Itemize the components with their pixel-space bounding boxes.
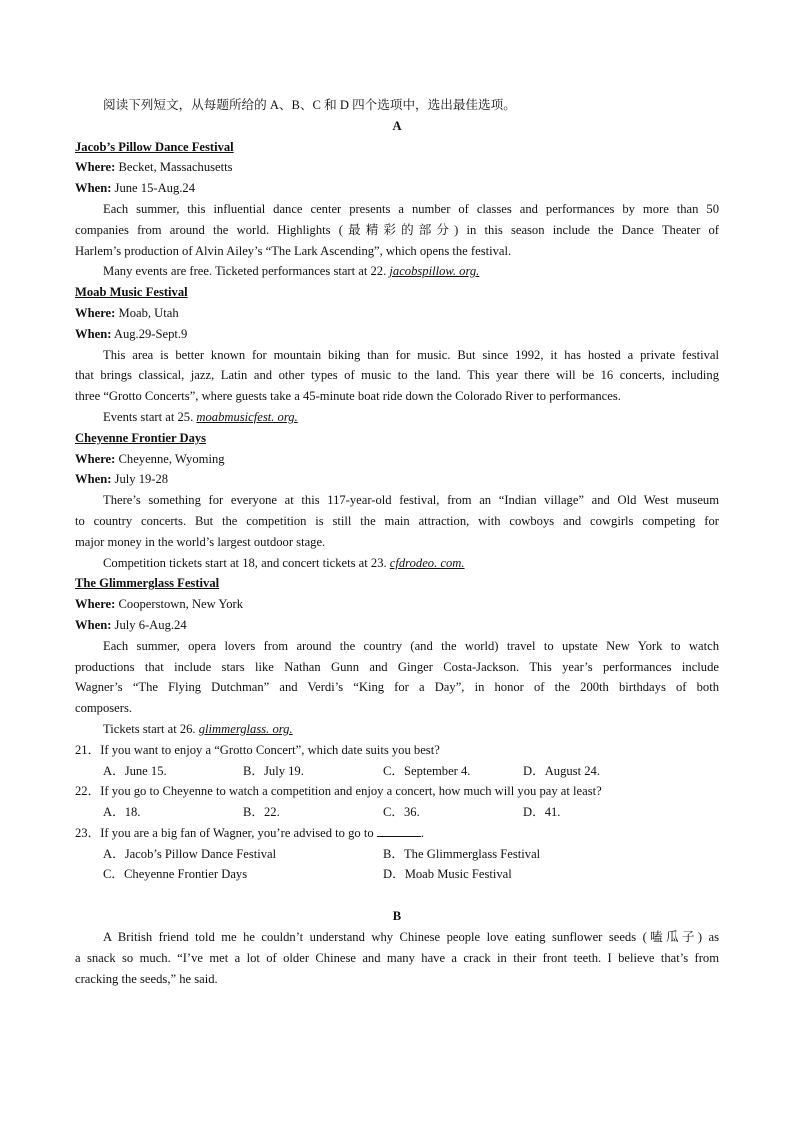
festival-title: Moab Music Festival: [75, 285, 188, 300]
festival-where: [75, 594, 719, 615]
option-a[interactable]: A．18.: [103, 805, 141, 820]
instruction: 阅读下列短文，从每题所给的 A、B、C 和 D 四个选项中，选出最佳选项。: [103, 98, 516, 112]
section-a-label: A: [392, 118, 402, 133]
where-value: Moab, Utah: [118, 305, 179, 320]
price-text: Competition tickets start at 18, and concert tickets at 23.: [103, 555, 387, 570]
festival-where: [75, 157, 719, 178]
festival-paragraph-line: that brings classical, jazz, Latin and other types of music to the land. This year there will be 16 concerts, including: [75, 368, 719, 383]
question-stem-end: .: [420, 825, 424, 840]
section-b-paragraph: [75, 927, 719, 989]
options-row: [75, 802, 719, 823]
where-label: Where:: [75, 451, 116, 466]
where-label: Where:: [75, 597, 116, 612]
option-c[interactable]: C．Cheyenne Frontier Days: [103, 867, 248, 882]
option-b[interactable]: B．July 19.: [243, 763, 304, 778]
price-text: Many events are free. Ticketed performances start at 22.: [103, 264, 387, 279]
when-value: June 15-Aug.24: [114, 181, 195, 196]
festival-paragraph-line: productions that include stars like Nathan Gunn and Ginger Costa-Jackson. This year’s performances include: [75, 659, 719, 674]
option-b[interactable]: B．The Glimmerglass Festival: [383, 846, 541, 861]
question-stem: 21．If you want to enjoy a “Grotto Concert”, which date suits you best?: [75, 742, 440, 757]
festival-when: [75, 324, 719, 345]
festival-title: The Glimmerglass Festival: [75, 576, 220, 591]
when-value: Aug.29-Sept.9: [113, 326, 188, 341]
festival-price: [75, 261, 719, 282]
festival-glimmerglass: [75, 573, 719, 739]
festival-paragraph-line: Each summer, this influential dance center presents a number of classes and performances by more than 50: [103, 201, 719, 216]
section-b-label: B: [392, 909, 402, 924]
options-row: [75, 761, 719, 782]
paragraph-line: a snack so much. “I’ve met a lot of older Chinese and many have a crack in their front teeth. I believe that’s from: [75, 950, 719, 965]
festival-paragraph-line: This area is better known for mountain biking than for music. But since 1992, it has hosted a private festival: [103, 347, 719, 362]
festival-paragraph-line: companies from around the world. Highlights (最精彩的部分) in this season include the Dance Theater of: [75, 222, 719, 237]
festival-when: [75, 469, 719, 490]
festival-when: [75, 615, 719, 636]
festival-price: [75, 553, 719, 574]
paragraph-line: cracking the seeds,” he said.: [75, 971, 218, 986]
option-d[interactable]: D．41.: [523, 805, 561, 820]
festival-url[interactable]: cfdrodeo. com.: [389, 555, 465, 570]
festival-paragraph-line: Each summer, opera lovers from around the country (and the world) travel to upstate New York to watch: [103, 638, 719, 653]
price-text: Tickets start at 26.: [103, 721, 196, 736]
festival-price: [75, 719, 719, 740]
where-value: Cooperstown, New York: [118, 597, 244, 612]
options-row: [75, 844, 719, 865]
festival-paragraph-line: Wagner’s “The Flying Dutchman” and Verdi’s “King for a Day”, in honor of the 200th birthdays of both: [75, 680, 719, 695]
festival-moab: [75, 282, 719, 428]
where-label: Where:: [75, 160, 116, 175]
where-value: Cheyenne, Wyoming: [118, 451, 225, 466]
festival-paragraph-line: to country concerts. But the competition is still the main attraction, with cowboys and cowgirls competing for: [75, 513, 719, 528]
festival-title: Cheyenne Frontier Days: [75, 430, 207, 445]
where-label: Where:: [75, 305, 116, 320]
spacer: [75, 885, 719, 906]
question-stem: 22．If you go to Cheyenne to watch a competition and enjoy a concert, how much will you pay at least?: [75, 784, 602, 799]
festival-price: [75, 407, 719, 428]
festival-paragraph-line: composers.: [75, 701, 133, 716]
festival-where: [75, 303, 719, 324]
question-23: [75, 823, 719, 885]
festival-url[interactable]: jacobspillow. org.: [389, 264, 480, 279]
question-22: [75, 781, 719, 823]
option-c[interactable]: C．36.: [383, 805, 420, 820]
where-value: Becket, Massachusetts: [118, 160, 233, 175]
question-21: [75, 740, 719, 782]
option-a[interactable]: A．Jacob’s Pillow Dance Festival: [103, 846, 277, 861]
when-label: When:: [75, 326, 112, 341]
festival-where: [75, 449, 719, 470]
when-label: When:: [75, 181, 112, 196]
when-label: When:: [75, 617, 112, 632]
festival-jacobs-pillow: [75, 137, 719, 283]
option-d[interactable]: D．Moab Music Festival: [383, 867, 512, 882]
festival-url[interactable]: glimmerglass. org.: [198, 721, 293, 736]
festival-when: [75, 178, 719, 199]
option-c[interactable]: C．September 4.: [383, 763, 471, 778]
question-stem-text: 23．If you are a big fan of Wagner, you’re advised to go to: [75, 825, 374, 840]
answer-blank: [377, 824, 421, 837]
festival-paragraph-line: major money in the world’s largest outdoor stage.: [75, 534, 326, 549]
festival-title: Jacob’s Pillow Dance Festival: [75, 139, 234, 154]
document-content: [75, 95, 719, 989]
festival-cheyenne: [75, 428, 719, 574]
festival-paragraph-line: Harlem’s production of Alvin Ailey’s “The Lark Ascending”, which opens the festival.: [75, 243, 512, 258]
festival-paragraph-line: There’s something for everyone at this 117-year-old festival, from an “Indian village” and Old West museum: [103, 493, 719, 508]
price-text: Events start at 25.: [103, 409, 194, 424]
when-label: When:: [75, 472, 112, 487]
option-a[interactable]: A．June 15.: [103, 763, 167, 778]
question-stem: [75, 823, 719, 844]
options-row: [75, 864, 719, 885]
when-value: July 19-28: [114, 472, 169, 487]
when-value: July 6-Aug.24: [114, 617, 187, 632]
option-b[interactable]: B．22.: [243, 805, 280, 820]
festival-url[interactable]: moabmusicfest. org.: [196, 409, 298, 424]
festival-paragraph-line: three “Grotto Concerts”, where guests take a 45-minute boat ride down the Colorado River to performances.: [75, 389, 621, 404]
option-d[interactable]: D．August 24.: [523, 763, 600, 778]
paragraph-line: A British friend told me he couldn’t understand why Chinese people love eating sunflower seeds (嗑瓜子) as: [103, 930, 719, 945]
